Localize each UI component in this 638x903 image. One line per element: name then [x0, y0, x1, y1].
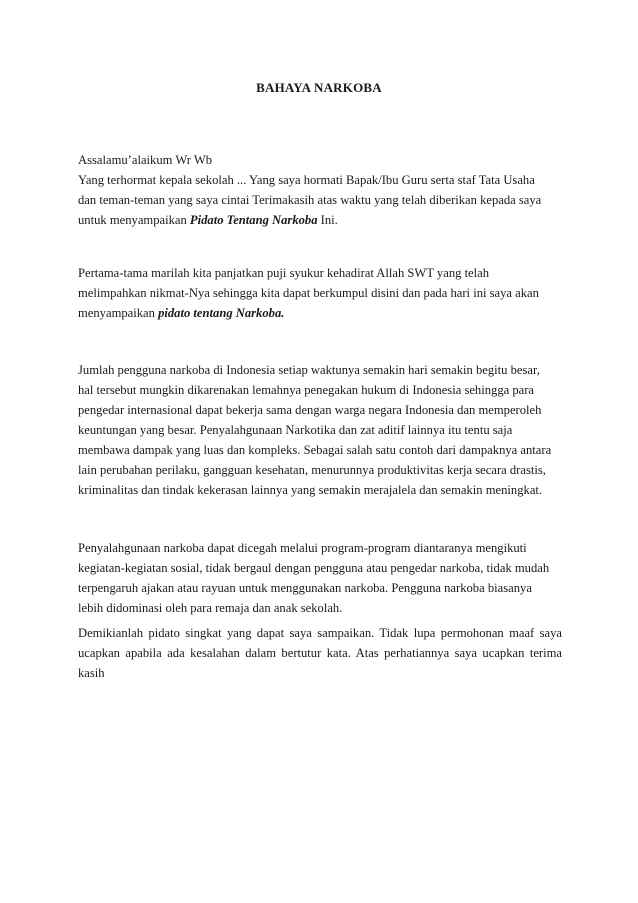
intro-text: Ini. — [317, 213, 338, 227]
paragraph-line — [78, 303, 562, 323]
paragraph-line: keuntungan yang besar. Penyalahgunaan Narkotika dan zat aditif lainnya itu tentu saja — [78, 423, 513, 437]
speech-topic-emphasis: Pidato Tentang Narkoba — [189, 213, 318, 227]
paragraph-line: terpengaruh ajakan atau rayuan untuk menggunakan narkoba. Pengguna narkoba biasanya — [78, 581, 532, 595]
paragraph-opening — [78, 263, 562, 323]
paragraph-statistics — [78, 360, 562, 500]
paragraph-line: membawa dampak yang luas dan kompleks. Sebagai salah satu contoh dari dampaknya antara — [78, 443, 552, 457]
document-title: BAHAYA NARKOBA — [256, 80, 382, 95]
paragraph-line: kriminalitas dan tindak kekerasan lainnya yang semakin merajalela dan semakin meningkat. — [78, 483, 543, 497]
paragraph-line: ucapkan apabila ada kesalahan dalam bertutur kata. Atas perhatiannya saya ucapkan terima — [78, 646, 562, 660]
paragraph-line: pengedar internasional dapat bekerja sama dengan warga negara Indonesia dan memperoleh — [78, 403, 542, 417]
paragraph-line: kasih — [78, 666, 105, 680]
paragraph-line: lebih didominasi oleh para remaja dan anak sekolah. — [78, 601, 343, 615]
greeting-line: Assalamu’alaikum Wr Wb — [78, 153, 213, 167]
paragraph-line: hal tersebut mungkin dikarenakan lemahnya penegakan hukum di Indonesia sehingga para — [78, 383, 535, 397]
paragraph-line: Jumlah pengguna narkoba di Indonesia setiap waktunya semakin hari semakin begitu besar, — [78, 363, 540, 377]
paragraph-prevention — [78, 538, 562, 618]
paragraph-line: lain perubahan perilaku, gangguan kesehatan, menurunnya produktivitas kerja secara drastis, — [78, 463, 546, 477]
intro-section — [78, 150, 562, 230]
intro-line: dan teman-teman yang saya cintai Terimakasih atas waktu yang telah diberikan kepada saya — [78, 193, 542, 207]
paragraph-text: menyampaikan — [78, 306, 159, 320]
speech-topic-emphasis: pidato tentang Narkoba. — [158, 306, 285, 320]
paragraph-line: Demikianlah pidato singkat yang dapat saya sampaikan. Tidak lupa permohonan maaf saya — [78, 626, 562, 640]
intro-line — [78, 210, 562, 230]
paragraph-closing — [78, 623, 562, 683]
intro-line: Yang terhormat kepala sekolah ... Yang saya hormati Bapak/Ibu Guru serta staf Tata Usaha — [78, 173, 535, 187]
paragraph-line: Pertama-tama marilah kita panjatkan puji syukur kehadirat Allah SWT yang telah — [78, 266, 490, 280]
intro-text: untuk menyampaikan — [78, 213, 190, 227]
paragraph-line: kegiatan-kegiatan sosial, tidak bergaul dengan pengguna atau pengedar narkoba, tidak mudah — [78, 561, 550, 575]
paragraph-line: melimpahkan nikmat-Nya sehingga kita dapat berkumpul disini dan pada hari ini saya akan — [78, 286, 539, 300]
paragraph-line: Penyalahgunaan narkoba dapat dicegah melalui program-program diantaranya mengikuti — [78, 541, 527, 555]
